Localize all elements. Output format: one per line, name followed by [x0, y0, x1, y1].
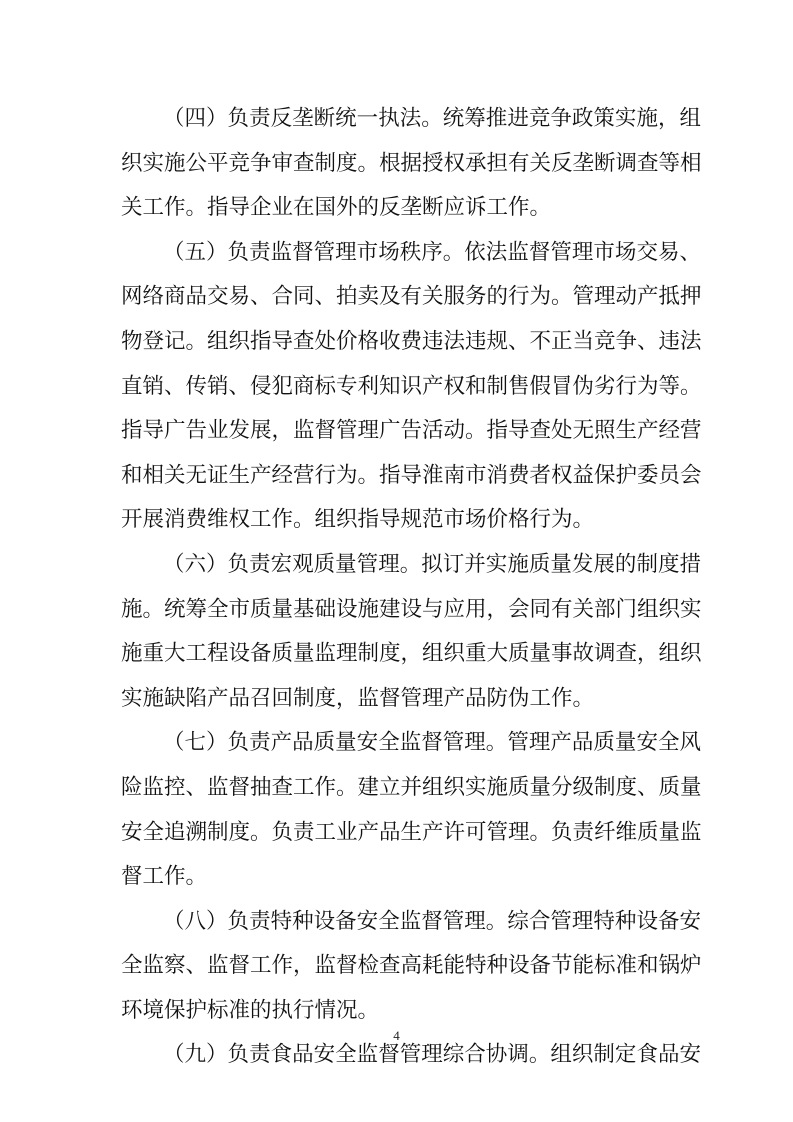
paragraph-4-line-3: 关工作。指导企业在国外的反垄断应诉工作。: [121, 195, 552, 221]
paragraph-8-line-3: 环境保护标准的执行情况。: [121, 997, 380, 1023]
paragraph-6-line-1: （六）负责宏观质量管理。拟订并实施质量发展的制度措: [163, 551, 701, 577]
paragraph-5-line-2: 网络商品交易、合同、拍卖及有关服务的行为。管理动产抵押: [121, 284, 702, 310]
paragraph-5-line-3: 物登记。组织指导查处价格收费违法违规、不正当竞争、违法: [121, 328, 702, 354]
paragraph-8-line-2: 全监察、监督工作，监督检查高耗能特种设备节能标准和锅炉: [121, 953, 702, 979]
body-text: [121, 97, 701, 1078]
paragraph-6-line-2: 施。统筹全市质量基础设施建设与应用，会同有关部门组织实: [121, 596, 702, 622]
paragraph-5-line-4: 直销、传销、侵犯商标专利知识产权和制售假冒伪劣行为等。: [121, 373, 702, 399]
paragraph-7-line-1: （七）负责产品质量安全监督管理。管理产品质量安全风: [163, 730, 701, 756]
paragraph-4-line-1: （四）负责反垄断统一执法。统筹推进竞争政策实施，组: [163, 106, 701, 131]
paragraph-9-line-1: （九）负责食品安全监督管理综合协调。组织制定食品安: [163, 1042, 701, 1068]
paragraph-4-line-2: 织实施公平竞争审查制度。根据授权承担有关反垄断调查等相: [121, 150, 702, 176]
paragraph-7-line-4: 督工作。: [121, 864, 208, 890]
paragraph-7-line-3: 安全追溯制度。负责工业产品生产许可管理。负责纤维质量监: [121, 819, 702, 845]
paragraph-5-line-6: 和相关无证生产经营行为。指导淮南市消费者权益保护委员会: [121, 462, 702, 488]
paragraph-6-line-4: 实施缺陷产品召回制度，监督管理产品防伪工作。: [121, 685, 595, 711]
paragraph-8-line-1: （八）负责特种设备安全监督管理。综合管理特种设备安: [163, 908, 701, 934]
paragraph-5-line-1: （五）负责监督管理市场秩序。依法监督管理市场交易、: [163, 239, 701, 265]
paragraph-5-line-7: 开展消费维权工作。组织指导规范市场价格行为。: [121, 507, 595, 533]
paragraph-7-line-2: 险监控、监督抽查工作。建立并组织实施质量分级制度、质量: [121, 774, 702, 800]
page-number: 4: [393, 1028, 400, 1043]
paragraph-6-line-3: 施重大工程设备质量监理制度，组织重大质量事故调查，组织: [121, 641, 702, 667]
paragraph-5-line-5: 指导广告业发展，监督管理广告活动。指导查处无照生产经营: [121, 418, 702, 444]
